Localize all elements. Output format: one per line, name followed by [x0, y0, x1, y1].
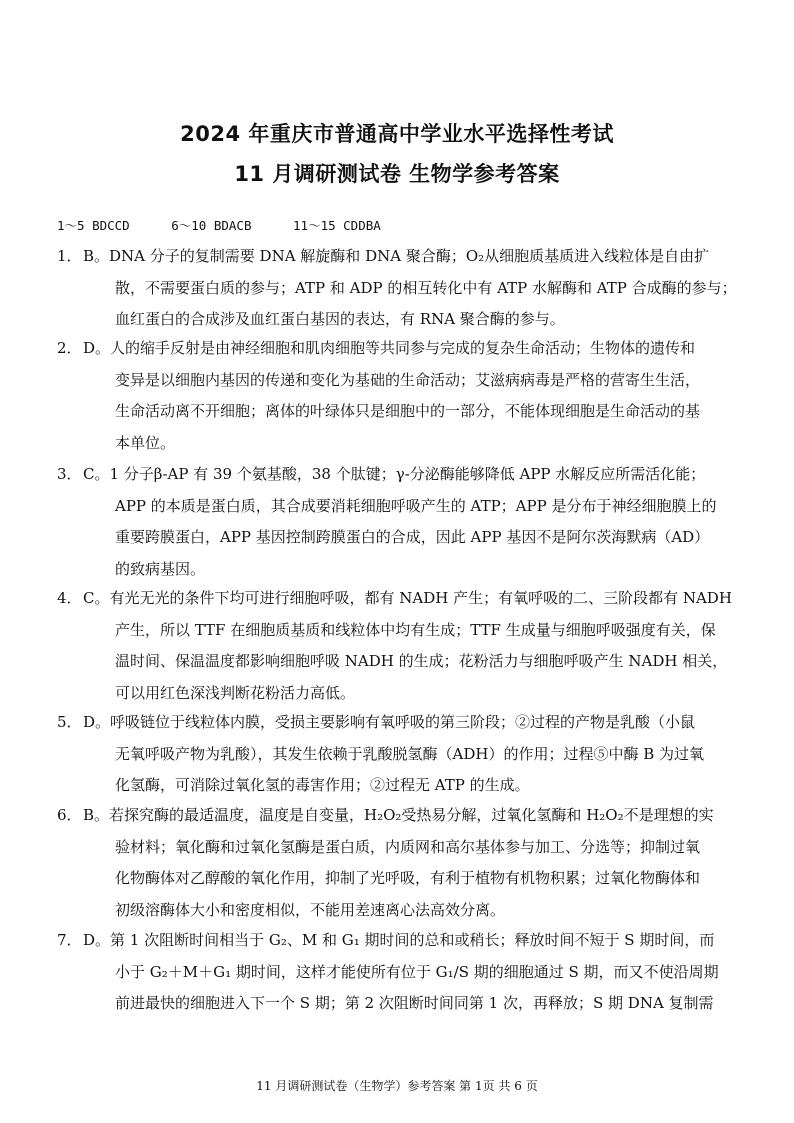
answer-item-5	[57, 707, 739, 802]
answer-item-1	[57, 241, 739, 336]
item-line: 化氢酶，可消除过氧化氢的毒害作用；②过程无 ATP 的生成。	[115, 776, 530, 794]
item-line: C。1 分子β-AP 有 39 个氨基酸，38 个肽键；γ-分泌酶能够降低 APP 水解反应所需活化能；	[83, 465, 706, 483]
item-line: 变异是以细胞内基因的传递和变化为基础的生命活动；艾滋病病毒是严格的营寄生生活，	[115, 370, 701, 389]
answer-item-6	[57, 800, 739, 926]
answer-key-6-10: 6～10 BDACB	[171, 218, 252, 233]
item-line: 的致病基因。	[115, 559, 206, 578]
item-number: 4．	[57, 589, 82, 607]
item-number: 1．	[57, 247, 82, 265]
answer-key-row	[57, 216, 415, 234]
page-title: 2024 年重庆市普通高中学业水平选择性考试	[180, 122, 614, 146]
answer-item-4	[57, 583, 739, 709]
item-line: D。人的缩手反射是由神经细胞和肌肉细胞等共同参与完成的复杂生命活动；生物体的遗传和	[83, 339, 696, 357]
answer-key-11-15: 11～15 CDDBA	[293, 218, 381, 233]
answer-item-3	[57, 459, 739, 585]
item-number: 2．	[57, 339, 82, 357]
item-line: D。第 1 次阻断时间相当于 G₂、M 和 G₁ 期时间的总和或稍长；释放时间不短于 S 期时间，而	[83, 931, 715, 949]
answer-key-1-5: 1～5 BDCCD	[57, 218, 130, 233]
item-line: 血红蛋白的合成涉及血红蛋白基因的表达，有 RNA 聚合酶的参与。	[115, 310, 565, 328]
item-number: 6．	[57, 806, 82, 824]
item-line: 初级溶酶体大小和密度相似，不能用差速离心法高效分离。	[115, 900, 506, 919]
item-number: 7．	[57, 931, 82, 949]
page-footer: 11 月调研测试卷（生物学）参考答案 第 1页 共 6 页	[256, 1079, 538, 1093]
item-line: 产生，所以 TTF 在细胞质基质和线粒体中均有生成；TTF 生成量与细胞呼吸强度有关，保	[115, 620, 716, 639]
item-line: 小于 G₂＋M＋G₁ 期时间，这样才能使所有位于 G₁/S 期的细胞通过 S 期，而又不使沿周期	[115, 962, 719, 981]
item-line: B。DNA 分子的复制需要 DNA 解旋酶和 DNA 聚合酶；O₂从细胞质基质进入线粒体是自由扩	[83, 247, 710, 265]
item-line: 散，不需要蛋白质的参与；ATP 和 ADP 的相互转化中有 ATP 水解酶和 ATP 合成酶的参与；	[115, 278, 737, 297]
item-number: 5．	[57, 713, 82, 731]
item-line: 无氧呼吸产物为乳酸），其发生依赖于乳酸脱氢酶（ADH）的作用；过程⑤中酶 B 为过氧	[115, 744, 705, 763]
item-line: C。有光无光的条件下均可进行细胞呼吸，都有 NADH 产生；有氧呼吸的二、三阶段都有 NADH	[83, 589, 732, 607]
item-line: 前进最快的细胞进入下一个 S 期；第 2 次阻断时间同第 1 次，再释放；S 期 DNA 复制需	[115, 994, 714, 1012]
page-subtitle: 11 月调研测试卷 生物学参考答案	[234, 162, 560, 186]
answer-item-2	[57, 333, 739, 459]
item-number: 3．	[57, 465, 82, 483]
item-line: 化物酶体对乙醇酸的氧化作用，抑制了光呼吸，有利于植物有机物积累；过氧化物酶体和	[115, 869, 701, 887]
item-line: APP 的本质是蛋白质，其合成要消耗细胞呼吸产生的 ATP；APP 是分布于神经细胞膜上的	[115, 496, 717, 515]
item-line: 验材料；氧化酶和过氧化氢酶是蛋白质，内质网和高尔基体参与加工、分选等；抑制过氧	[115, 837, 701, 856]
item-line: 生命活动离不开细胞；离体的叶绿体只是细胞中的一部分，不能体现细胞是生命活动的基	[115, 402, 701, 420]
item-line: 可以用红色深浅判断花粉活力高低。	[115, 683, 356, 702]
item-line: 本单位。	[115, 433, 176, 452]
item-line: 重要跨膜蛋白，APP 基因控制跨膜蛋白的合成，因此 APP 基因不是阿尔茨海默病（AD）	[115, 528, 710, 546]
item-line: 温时间、保温温度都影响细胞呼吸 NADH 的生成；花粉活力与细胞呼吸产生 NADH 相关，	[115, 652, 728, 670]
answer-item-7	[57, 925, 739, 1020]
item-line: B。若探究酶的最适温度，温度是自变量，H₂O₂受热易分解，过氧化氢酶和 H₂O₂不是理想的实	[83, 806, 714, 824]
item-line: D。呼吸链位于线粒体内膜，受损主要影响有氧呼吸的第三阶段；②过程的产物是乳酸（小鼠	[83, 713, 696, 731]
